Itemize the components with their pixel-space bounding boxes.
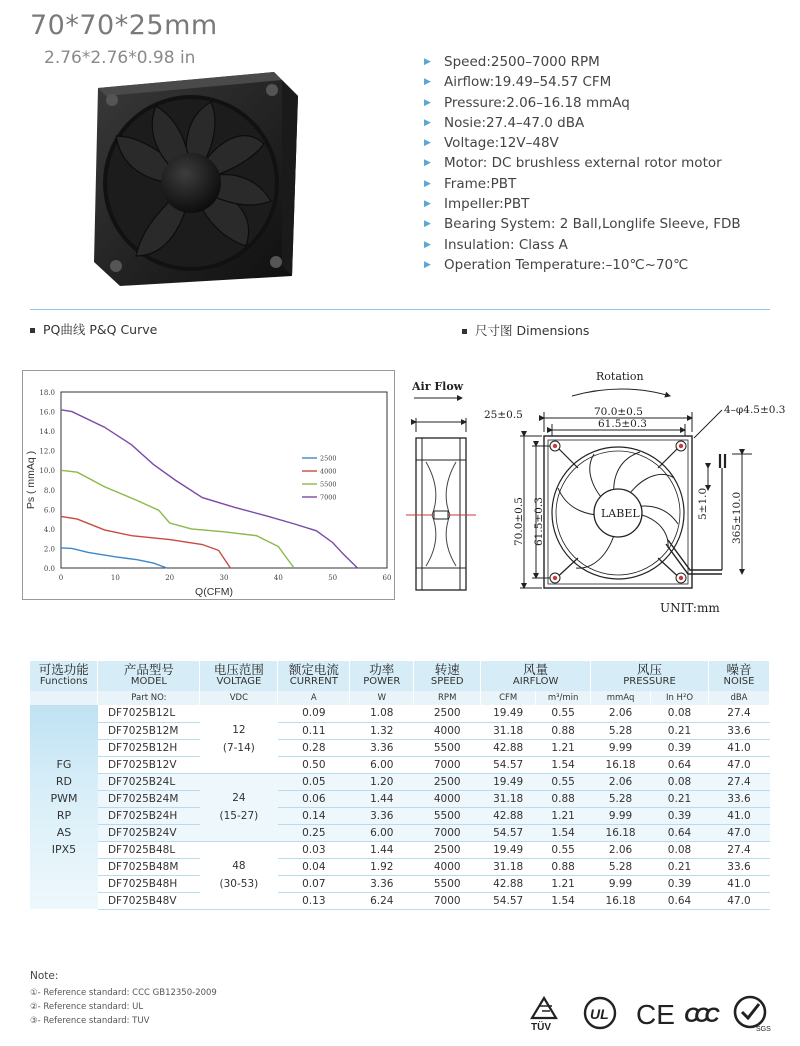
table-row — [30, 773, 770, 790]
spec-item: ▶ Operation Temperature:–10℃~70℃ — [424, 255, 741, 275]
value-cell: 47.0 — [708, 756, 769, 773]
units-cell: dBA — [708, 691, 769, 705]
units-cell: mmAq — [591, 691, 651, 705]
y-tick-label: 8.0 — [43, 486, 55, 495]
value-cell: 0.08 — [651, 773, 709, 790]
value-cell: 0.08 — [651, 705, 709, 722]
table-row — [30, 756, 770, 773]
value-cell: 0.09 — [278, 705, 350, 722]
value-cell: 31.18 — [481, 722, 536, 739]
square-bullet-icon — [462, 329, 467, 334]
value-cell: 9.99 — [591, 739, 651, 756]
model-cell: DF7025B24M — [98, 790, 200, 807]
triangle-bullet-icon: ▶ — [424, 158, 431, 169]
table-row — [30, 892, 770, 909]
value-cell: 1.54 — [536, 824, 591, 841]
y-tick-label: 0.0 — [43, 565, 55, 573]
triangle-bullet-icon: ▶ — [424, 219, 431, 230]
function-item: AS — [56, 826, 72, 839]
value-cell: 0.64 — [651, 892, 709, 909]
model-cell: DF7025B24V — [98, 824, 200, 841]
header-cell: 额定电流 CURRENT — [278, 661, 350, 691]
value-cell: 1.21 — [536, 807, 591, 824]
triangle-bullet-icon: ▶ — [424, 57, 431, 67]
value-cell: 3.36 — [350, 739, 414, 756]
value-cell: 6.24 — [350, 892, 414, 909]
value-cell: 0.11 — [278, 722, 350, 739]
units-cell: A — [278, 691, 350, 705]
y-axis-label: Ps ( mmAq ) — [25, 450, 37, 510]
triangle-bullet-icon: ▶ — [424, 117, 431, 128]
value-cell: 19.49 — [481, 773, 536, 790]
value-cell: 5.28 — [591, 858, 651, 875]
value-cell: 4000 — [414, 858, 481, 875]
value-cell: 41.0 — [708, 807, 769, 824]
value-cell: 2.06 — [591, 841, 651, 858]
y-tick-label: 12.0 — [39, 447, 55, 456]
table-body — [30, 705, 770, 909]
value-cell: 0.28 — [278, 739, 350, 756]
triangle-bullet-icon: ▶ — [424, 138, 431, 149]
value-cell: 3.36 — [350, 875, 414, 892]
function-item: IPX5 — [51, 843, 77, 856]
value-cell: 5.28 — [591, 722, 651, 739]
value-cell: 7000 — [414, 824, 481, 841]
header-cell: 转速 SPEED — [414, 661, 481, 691]
model-cell: DF7025B48V — [98, 892, 200, 909]
value-cell: 0.21 — [651, 722, 709, 739]
value-cell: 41.0 — [708, 739, 769, 756]
model-cell: DF7025B12L — [98, 705, 200, 722]
triangle-bullet-icon: ▶ — [424, 77, 431, 88]
value-cell: 0.64 — [651, 824, 709, 841]
value-cell: 0.39 — [651, 739, 709, 756]
value-cell: 16.18 — [591, 756, 651, 773]
function-item: RP — [56, 809, 72, 822]
value-cell: 0.55 — [536, 773, 591, 790]
units-cell: Part NO: — [98, 691, 200, 705]
value-cell: 16.18 — [591, 892, 651, 909]
function-item: FG — [56, 758, 72, 771]
table-row — [30, 739, 770, 756]
value-cell: 47.0 — [708, 824, 769, 841]
units-cell-empty — [30, 691, 98, 705]
plot-area — [61, 392, 387, 568]
header-cell: 风量 AIRFLOW — [481, 661, 591, 691]
sgs-logo-icon — [735, 997, 771, 1033]
model-cell: DF7025B48H — [98, 875, 200, 892]
value-cell: 0.08 — [651, 841, 709, 858]
value-cell: 6.00 — [350, 824, 414, 841]
value-cell: 2.06 — [591, 773, 651, 790]
model-cell: DF7025B48L — [98, 841, 200, 858]
triangle-bullet-icon: ▶ — [424, 199, 431, 210]
voltage-cell: 12 (7-14) — [200, 705, 278, 773]
height-hole-dimension: 61.5±0.3 — [533, 497, 545, 546]
y-tick-label: 6.0 — [43, 506, 55, 515]
value-cell: 0.50 — [278, 756, 350, 773]
value-cell: 19.49 — [481, 841, 536, 858]
triangle-bullet-icon: ▶ — [424, 97, 431, 108]
units-cell: RPM — [414, 691, 481, 705]
spec-list — [424, 52, 741, 275]
header-cell: 风压 PRESSURE — [591, 661, 709, 691]
value-cell: 1.20 — [350, 773, 414, 790]
value-cell: 1.21 — [536, 739, 591, 756]
value-cell: 0.88 — [536, 722, 591, 739]
width-outer-dimension: 70.0±0.5 — [594, 406, 643, 418]
table-row — [30, 705, 770, 722]
y-tick-label: 10.0 — [39, 467, 55, 476]
table-row — [30, 807, 770, 824]
value-cell: 54.57 — [481, 892, 536, 909]
value-cell: 33.6 — [708, 722, 769, 739]
spec-item: ▶ Bearing System: 2 Ball,Longlife Sleeve, FDB — [424, 214, 741, 234]
value-cell: 5500 — [414, 875, 481, 892]
pq-curve-heading: PQ曲线 P&Q Curve — [30, 320, 157, 338]
value-cell: 33.6 — [708, 858, 769, 875]
spec-table — [30, 661, 770, 910]
x-tick-label: 30 — [219, 574, 229, 582]
value-cell: 0.06 — [278, 790, 350, 807]
value-cell: 1.44 — [350, 841, 414, 858]
value-cell: 19.49 — [481, 705, 536, 722]
note-item: ①- Reference standard: CCC GB12350-2009 — [30, 988, 217, 998]
voltage-cell: 48 (30-53) — [200, 841, 278, 909]
legend-label: 4000 — [320, 467, 337, 476]
value-cell: 6.00 — [350, 756, 414, 773]
spec-item: ▶ Pressure:2.06–16.18 mmAq — [424, 93, 741, 113]
wire-strip-dimension: 5±1.0 — [697, 487, 709, 520]
x-tick-label: 60 — [382, 574, 392, 582]
value-cell: 27.4 — [708, 773, 769, 790]
note-item: ②- Reference standard: UL — [30, 1002, 144, 1012]
ccc-logo-icon — [684, 1004, 720, 1027]
value-cell: 1.54 — [536, 892, 591, 909]
value-cell: 0.05 — [278, 773, 350, 790]
value-cell: 27.4 — [708, 841, 769, 858]
note-item: ③- Reference standard: TUV — [30, 1016, 150, 1026]
value-cell: 7000 — [414, 892, 481, 909]
value-cell: 42.88 — [481, 807, 536, 824]
dimension-drawing — [402, 360, 794, 622]
y-tick-label: 4.0 — [43, 525, 55, 534]
certification-logos — [528, 992, 778, 1034]
value-cell: 1.08 — [350, 705, 414, 722]
table-header-row — [30, 661, 770, 691]
value-cell: 27.4 — [708, 705, 769, 722]
value-cell: 0.55 — [536, 705, 591, 722]
value-cell: 0.04 — [278, 858, 350, 875]
table-row — [30, 722, 770, 739]
model-cell: DF7025B48M — [98, 858, 200, 875]
voltage-cell: 24 (15-27) — [200, 773, 278, 841]
value-cell: 16.18 — [591, 824, 651, 841]
model-cell: DF7025B24L — [98, 773, 200, 790]
value-cell: 42.88 — [481, 875, 536, 892]
label-text: LABEL — [601, 507, 640, 520]
table-units-row — [30, 691, 770, 705]
triangle-bullet-icon: ▶ — [424, 259, 431, 270]
product-size-title: 70*70*25mm — [30, 10, 218, 41]
y-tick-label: 2.0 — [43, 545, 55, 554]
side-view — [406, 409, 523, 590]
spec-item: ▶ Insulation: Class A — [424, 235, 741, 255]
x-tick-label: 10 — [110, 574, 120, 582]
table-row — [30, 824, 770, 841]
wire-length-dimension: 365±10.0 — [731, 491, 743, 544]
value-cell: 0.21 — [651, 790, 709, 807]
units-cell: m³/min — [536, 691, 591, 705]
value-cell: 0.21 — [651, 858, 709, 875]
value-cell: 0.88 — [536, 790, 591, 807]
table-row — [30, 875, 770, 892]
mounting-holes-dimension: 4–φ4.5±0.3 — [724, 404, 786, 416]
value-cell: 1.44 — [350, 790, 414, 807]
spec-item: ▶ Voltage:12V–48V — [424, 133, 741, 153]
units-cell: In H²O — [651, 691, 709, 705]
table-row — [30, 858, 770, 875]
value-cell: 0.39 — [651, 807, 709, 824]
units-cell: W — [350, 691, 414, 705]
value-cell: 0.64 — [651, 756, 709, 773]
units-cell: VDC — [200, 691, 278, 705]
value-cell: 2500 — [414, 841, 481, 858]
value-cell: 0.39 — [651, 875, 709, 892]
value-cell: 33.6 — [708, 790, 769, 807]
function-item: PWM — [50, 792, 78, 805]
pq-chart — [23, 371, 394, 599]
rotation-arrow — [572, 389, 670, 396]
square-bullet-icon — [30, 328, 35, 333]
value-cell: 31.18 — [481, 858, 536, 875]
value-cell: 0.14 — [278, 807, 350, 824]
fan-photo — [86, 66, 302, 288]
y-tick-label: 18.0 — [39, 389, 55, 397]
value-cell: 42.88 — [481, 739, 536, 756]
y-tick-label: 16.0 — [39, 408, 55, 417]
header-cell: 噪音 NOISE — [708, 661, 769, 691]
value-cell: 2.06 — [591, 705, 651, 722]
x-tick-label: 50 — [328, 574, 338, 582]
header-cell: 功率 POWER — [350, 661, 414, 691]
dimensions-heading: 尺寸图 Dimensions — [462, 321, 589, 339]
triangle-bullet-icon: ▶ — [424, 178, 431, 189]
spec-item: ▶ Frame:PBT — [424, 174, 741, 194]
spec-item: ▶ Impeller:PBT — [424, 194, 741, 214]
spec-item: ▶ Airflow:19.49–54.57 CFM — [424, 72, 741, 92]
x-axis-label: Q(CFM) — [195, 586, 233, 598]
value-cell: 2500 — [414, 705, 481, 722]
tuv-logo-icon — [531, 998, 556, 1033]
units-cell: CFM — [481, 691, 536, 705]
svg-text:CE: CE — [636, 999, 675, 1030]
x-tick-label: 40 — [273, 574, 283, 582]
notes-title: Note: — [30, 970, 59, 982]
value-cell: 9.99 — [591, 875, 651, 892]
value-cell: 31.18 — [481, 790, 536, 807]
spec-item: ▶ Nosie:27.4–47.0 dBA — [424, 113, 741, 133]
ce-logo-icon — [636, 999, 675, 1030]
header-cell: 电压范围 VOLTAGE — [200, 661, 278, 691]
value-cell: 0.55 — [536, 841, 591, 858]
function-item: RD — [55, 775, 73, 788]
legend-label: 7000 — [320, 493, 337, 502]
value-cell: 3.36 — [350, 807, 414, 824]
air-flow-label: Air Flow — [412, 380, 464, 393]
value-cell: 0.25 — [278, 824, 350, 841]
value-cell: 1.21 — [536, 875, 591, 892]
value-cell: 0.88 — [536, 858, 591, 875]
value-cell: 41.0 — [708, 875, 769, 892]
functions-cell — [30, 705, 98, 909]
value-cell: 1.54 — [536, 756, 591, 773]
svg-text:SGS: SGS — [756, 1026, 771, 1033]
model-cell: DF7025B12V — [98, 756, 200, 773]
spec-item: ▶ Speed:2500–7000 RPM — [424, 52, 741, 72]
model-cell: DF7025B12M — [98, 722, 200, 739]
table-row — [30, 790, 770, 807]
legend-label: 5500 — [320, 480, 337, 489]
svg-text:UL: UL — [590, 1006, 609, 1022]
table-row — [30, 841, 770, 858]
value-cell: 4000 — [414, 790, 481, 807]
width-hole-dimension: 61.5±0.3 — [598, 418, 647, 430]
value-cell: 5500 — [414, 807, 481, 824]
front-view — [544, 436, 722, 588]
value-cell: 47.0 — [708, 892, 769, 909]
spec-item: ▶ Motor: DC brushless external rotor motor — [424, 153, 741, 173]
header-cell: 可选功能 Functions — [30, 661, 98, 691]
pq-chart-frame — [22, 370, 395, 600]
value-cell: 4000 — [414, 722, 481, 739]
value-cell: 0.07 — [278, 875, 350, 892]
product-size-inches: 2.76*2.76*0.98 in — [44, 48, 196, 68]
svg-text:TÜV: TÜV — [531, 1022, 551, 1033]
value-cell: 0.13 — [278, 892, 350, 909]
value-cell: 9.99 — [591, 807, 651, 824]
value-cell: 5500 — [414, 739, 481, 756]
x-tick-label: 20 — [165, 574, 175, 582]
x-tick-label: 0 — [58, 574, 64, 582]
rotation-label: Rotation — [596, 370, 644, 383]
depth-dimension: 25±0.5 — [484, 409, 523, 421]
value-cell: 1.92 — [350, 858, 414, 875]
model-cell: DF7025B12H — [98, 739, 200, 756]
ul-logo-icon — [585, 998, 615, 1028]
value-cell: 2500 — [414, 773, 481, 790]
model-cell: DF7025B24H — [98, 807, 200, 824]
notes — [30, 970, 217, 1028]
value-cell: 1.32 — [350, 722, 414, 739]
value-cell: 0.03 — [278, 841, 350, 858]
section-divider — [30, 309, 770, 310]
value-cell: 5.28 — [591, 790, 651, 807]
legend-label: 2500 — [320, 454, 337, 463]
triangle-bullet-icon: ▶ — [424, 239, 431, 250]
header-cell: 产品型号 MODEL — [98, 661, 200, 691]
y-tick-label: 14.0 — [39, 428, 55, 437]
unit-label: UNIT:mm — [660, 601, 720, 615]
value-cell: 54.57 — [481, 756, 536, 773]
value-cell: 54.57 — [481, 824, 536, 841]
svg-text:CCC: CCC — [684, 1004, 715, 1027]
value-cell: 7000 — [414, 756, 481, 773]
height-outer-dimension: 70.0±0.5 — [513, 497, 525, 546]
